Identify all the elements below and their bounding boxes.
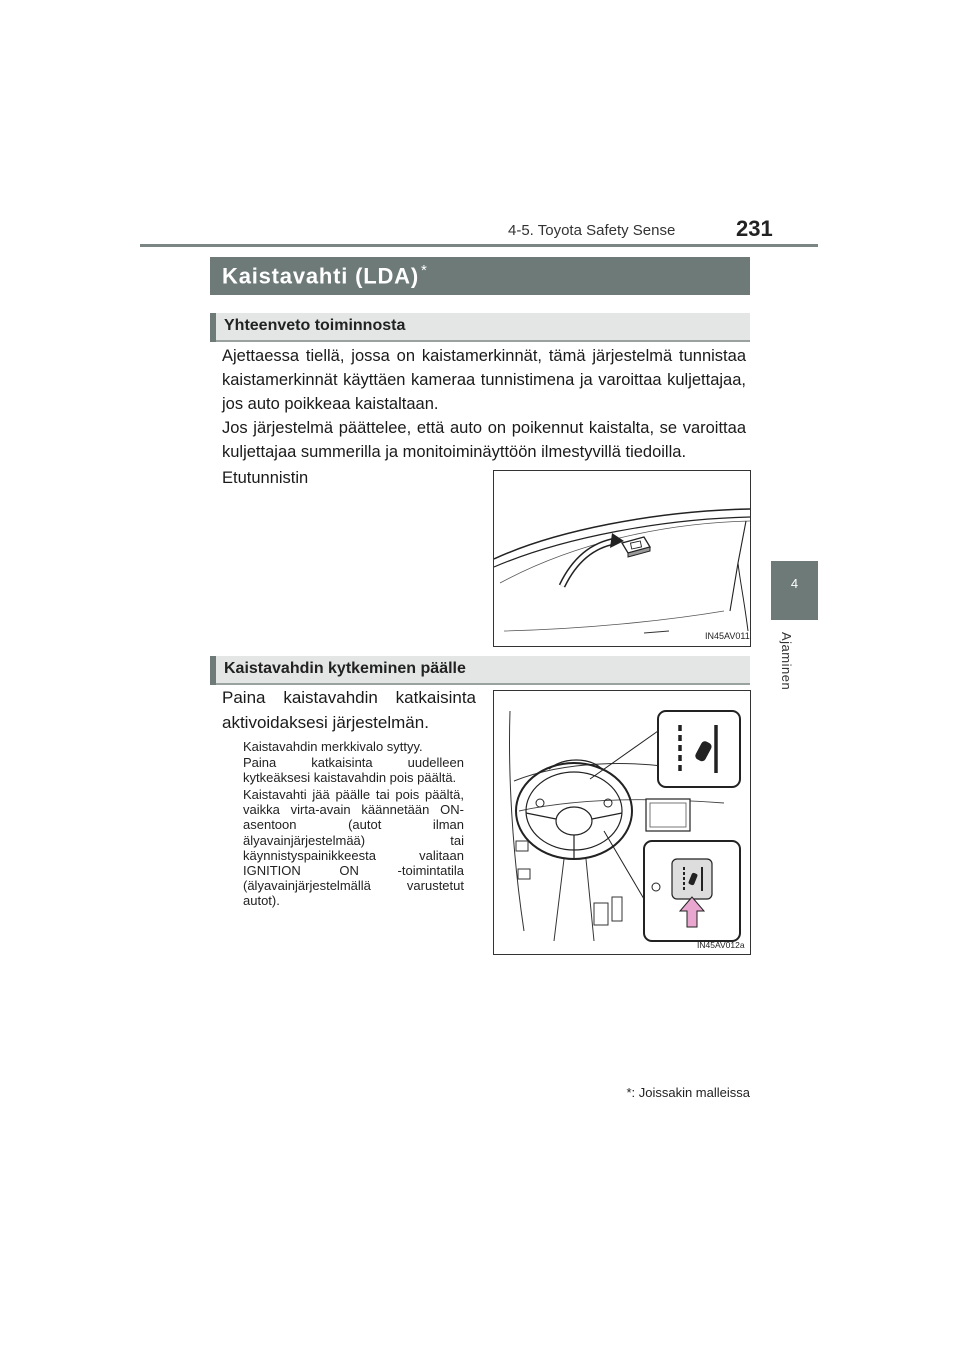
section-heading-text: Kaistavahdin kytkeminen päälle — [224, 660, 466, 677]
footnote-marker: * — [626, 1085, 632, 1100]
front-sensor-figure — [493, 470, 751, 647]
note-toggle-off: Paina katkaisinta uudelleen kytkeäksesi kaistavahdin pois päältä. — [243, 755, 464, 786]
section-header: 4-5. Toyota Safety Sense — [508, 222, 676, 239]
figure-code: IN45AV012a — [697, 940, 745, 950]
dashboard-illustration — [494, 691, 750, 954]
figure-caption: Etutunnistin — [222, 469, 309, 487]
note-state-retained: Kaistavahti jää päälle tai pois päältä, vaikka virta-avain käännetään ON-asentoon (autot ilman älyavainjärjestelmää) tai käynnistyspainikkeesta valitaan IGNITION ON -toimintatila (älyavainjärjestelmällä varustetut autot). — [243, 787, 464, 909]
heading-accent — [210, 313, 216, 342]
page-number: 231 — [736, 216, 773, 241]
section-heading-activate — [210, 656, 750, 685]
header-rule — [140, 244, 818, 247]
lda-switch-figure — [493, 690, 751, 955]
footnote — [560, 1085, 750, 1100]
summary-paragraph-1: Ajettaessa tiellä, jossa on kaistamerkinnät, tämä järjestelmä tunnistaa kaistamerkinnät käyttäen kameraa tunnistimena ja varoittaa kuljettajaa, jos auto poikkeaa kaistaltaan. — [222, 347, 746, 413]
page-title — [222, 262, 428, 289]
title-text: Kaistavahti (LDA) — [222, 263, 419, 289]
title-marker: * — [420, 262, 428, 279]
heading-accent — [210, 656, 216, 685]
section-heading-summary — [210, 313, 750, 342]
windshield-illustration — [494, 471, 750, 646]
section-heading-text: Yhteenveto toiminnosta — [224, 317, 406, 334]
chapter-label: Ajaminen — [779, 632, 794, 691]
note-indicator: Kaistavahdin merkkivalo syttyy. — [243, 739, 423, 754]
summary-paragraph-2: Jos järjestelmä päättelee, että auto on poikennut kaistalta, se varoittaa kuljettajaa summerilla ja monitoiminäyttöön ilmestyvillä tiedoilla. — [222, 419, 746, 461]
activate-instruction: Paina kaistavahdin katkaisinta aktivoidaksesi järjestelmän. — [222, 688, 476, 732]
figure-code: IN45AV011 — [705, 631, 750, 641]
chapter-number: 4 — [790, 576, 799, 591]
footnote-text: : Joissakin malleissa — [631, 1085, 750, 1100]
